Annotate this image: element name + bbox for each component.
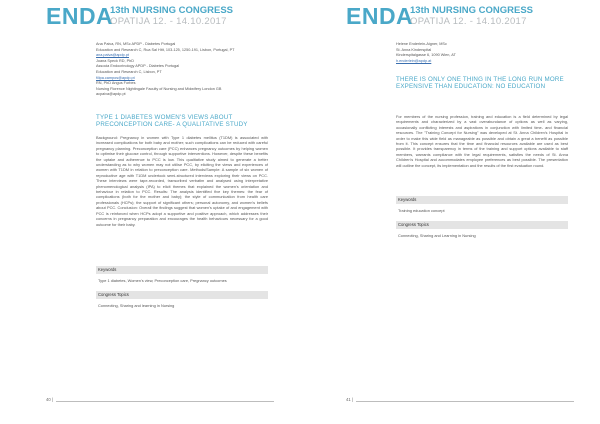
congress-name: 13th NURSING CONGRESS: [110, 5, 233, 16]
topics-value: Connecting, Sharing and Learning in Nursing: [398, 233, 476, 238]
author-line: Kinderspitalgasse 6, 1090 Wien, AT: [396, 53, 456, 58]
topics-label: Congress Topics: [396, 221, 568, 229]
page-number: 41 |: [346, 397, 353, 402]
author-block: [396, 42, 568, 64]
enda-logo: ENDA: [46, 3, 114, 29]
page-number: 40 |: [46, 397, 53, 402]
congress-dates: OPATIJA 12. - 14.10.2017: [110, 16, 227, 27]
keywords-label: Keywords: [396, 196, 568, 204]
congress-header: [46, 4, 276, 28]
author-line: Joana Speck RD, PhD: [96, 58, 134, 63]
keywords-label: Keywords: [96, 266, 268, 274]
congress-name: 13th NURSING CONGRESS: [410, 5, 533, 16]
author-line: Helene Enderlein-Aigner, MSc: [396, 42, 447, 46]
topics-section: [396, 221, 568, 238]
author-line: acpaiva@apdp.pt: [96, 92, 126, 97]
author-line: Associa Endocrinology APDP - Diabetes Portugal: [96, 64, 180, 69]
author-line: Ana Paiva, RN, MSc APDP - Diabetes Portugal: [96, 42, 176, 46]
author-email-link[interactable]: ana.paiva@apdp.pt: [96, 53, 129, 58]
topics-value: Connecting, Sharing and learning in Nursing: [98, 303, 175, 308]
footer-divider: [356, 401, 574, 402]
keywords-value: Training education concept: [398, 208, 445, 213]
keywords-section: [96, 266, 268, 283]
author-line: Nursing Florence Nightingale Faculty of Nursing and Midwifery London GB: [96, 86, 222, 91]
abstract-body: For members of the nursing profession, training and education is a field determined by legal requirements and characterized by a vast overabundance of options as well as varying, occasionally conflicting interests and aspirations in conjunction with limited time- and financial resources. The "Training Concept for Nursing" was developed at St. Anna Children's Hospital in order to make this wide field as manageable as possible and obtain a great a benefit as possible from it. This concept ensures that the time and financial resources available are used as best possible. It provides transparency in terms of the training and support options available to staff members, warrants compliance with the legal requirements, satisfies the needs of St. Anna Children's Hospital and accommodates employee preferences as best possible. The presentation will outline the concept, its implementation and the results of the first evaluation round.: [396, 114, 568, 168]
keywords-value: Type 1 diabetes, Women's view, Preconception care, Pregnancy outcomes: [98, 278, 227, 283]
topics-label: Congress Topics: [96, 291, 268, 299]
author-email-link[interactable]: h.enderlein@apdp.at: [396, 58, 432, 63]
author-line: Education and Research C, Rua Sal Hitt, 103-125, 1250-191, Lisbon, Portugal, PT: [96, 47, 235, 52]
author-email-link[interactable]: filipa.campos@apdp.pt: [96, 75, 135, 80]
author-line: Education and Research C, Lisbon, PT: [96, 69, 162, 74]
topics-section: [96, 291, 268, 308]
author-line: St. Anna Kinderspital: [396, 47, 432, 52]
footer-divider: [56, 401, 274, 402]
author-line: RN, PhD Angus Forbes: [96, 81, 136, 86]
congress-header: [346, 4, 576, 28]
abstract-body: Background: Pregnancy in women with Type 1 diabetes mellitus (T1DM) is associated with increased complications for both baby and mother; such complications can be reduced with careful pregnancy planning. Preconception care (PCC) enhances pregnancy outcomes by helping women to optimise their glucose control, through supportive interventions. However, despite these benefits the uptake and adherence to PCC is low. This qualitative study aimed to generate a better understanding as to why women may not utilise PCC, by eliciting the views and experiences of women with T1DM in relation to preconception care. Methods/Sample: A sample of six women of reproductive age with T1DM undertook semi-structured interviews exploring their views on PCC. These interviews were tape-recorded, transcribed verbatim and analysed using interpretative phenomenological analysis (IPA) to elicit themes that explained the women's orientation and behaviour in relation to PCC. Results: The analysis identified five key themes: the fear of complications (both for the mother and baby); the style of communication from health care professionals (HCPs); the support of significant others; personal autonomy, and women's beliefs about PCC. Conclusion: Overall the findings suggest that women's uptake of and engagement with PCC is reinforced when HCPs adopt a supportive and positive approach, which addresses their concerns in pregnancy preparation and encourages the health behaviours necessary for a good outcome for their baby.: [96, 135, 268, 227]
author-block: [96, 42, 268, 98]
keywords-section: [396, 196, 568, 213]
enda-logo: ENDA: [346, 3, 414, 29]
congress-dates: OPATIJA 12. - 14.10.2017: [410, 16, 527, 27]
abstract-title: THERE IS ONLY ONE THING IN THE LONG RUN MORE EXPENSIVE THAN EDUCATION: NO EDUCATION: [396, 76, 564, 91]
abstract-title: TYPE 1 DIABETES WOMEN'S VIEWS ABOUT PRECONCEPTION CARE- A QUALITATIVE STUDY: [96, 114, 248, 129]
right-page: [300, 0, 600, 424]
